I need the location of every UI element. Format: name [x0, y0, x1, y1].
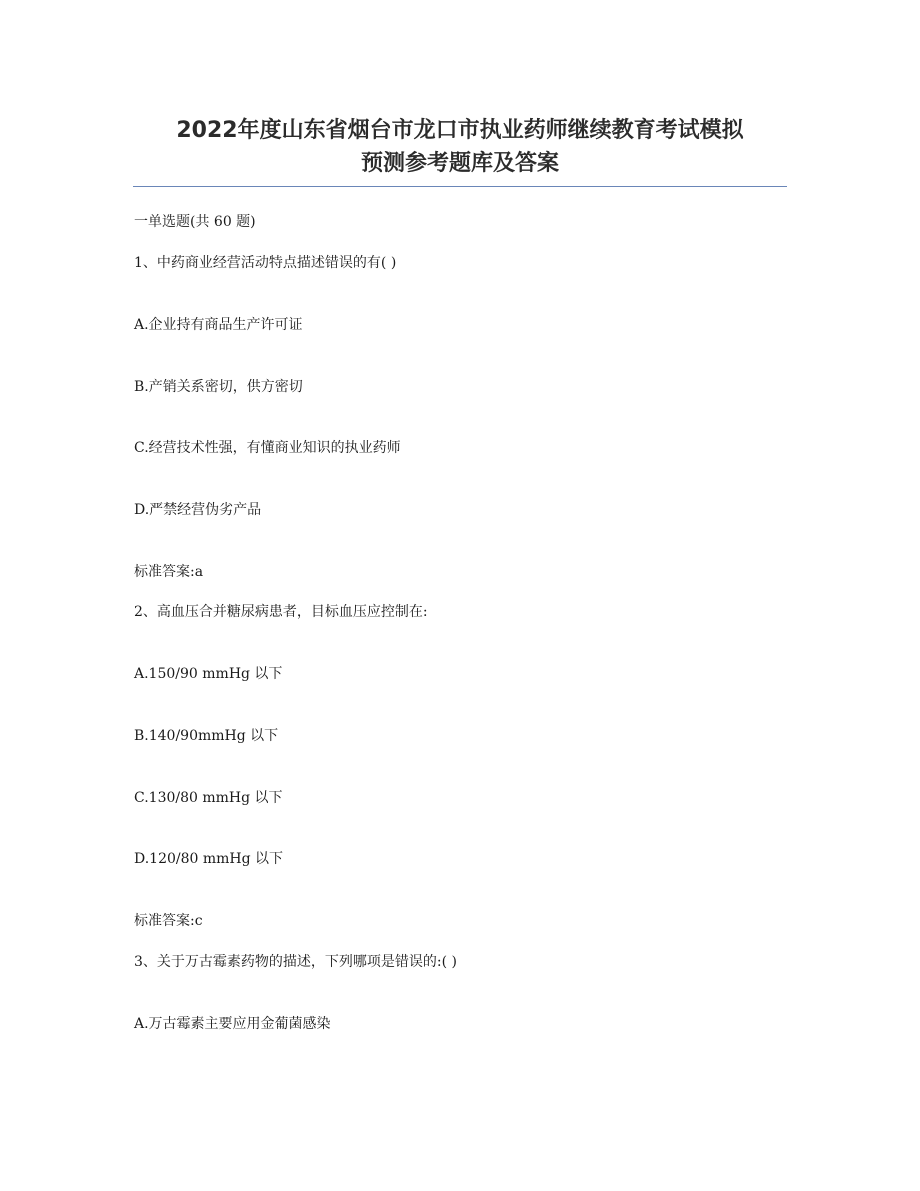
- question-2-option-b: B.140/90mmHg 以下: [134, 728, 279, 744]
- question-1-stem: 1、中药商业经营活动特点描述错误的有( ): [134, 255, 397, 271]
- title-line-2: 预测参考题库及答案: [360, 151, 559, 176]
- question-1-answer: 标准答案:a: [134, 564, 204, 580]
- question-3-option-a: A.万古霉素主要应用金葡菌感染: [134, 1016, 331, 1032]
- question-2-option-a: A.150/90 mmHg 以下: [134, 666, 283, 682]
- question-2-stem: 2、高血压合并糖尿病患者，目标血压应控制在:: [134, 604, 428, 620]
- section-heading: 一单选题(共 60 题): [134, 214, 256, 230]
- question-2-option-d: D.120/80 mmHg 以下: [134, 851, 284, 867]
- title-divider: [133, 186, 787, 187]
- title-line-1: 2022年度山东省烟台市龙口市执业药师继续教育考试模拟: [176, 118, 744, 143]
- question-3-stem: 3、关于万古霉素药物的描述，下列哪项是错误的:( ): [134, 954, 457, 970]
- question-1-option-d: D.严禁经营伪劣产品: [134, 502, 262, 518]
- question-2-answer: 标准答案:c: [134, 913, 203, 929]
- page-title: [120, 114, 800, 180]
- question-1-option-a: A.企业持有商品生产许可证: [134, 317, 303, 333]
- question-1-option-c: C.经营技术性强，有懂商业知识的执业药师: [134, 440, 401, 456]
- question-2-option-c: C.130/80 mmHg 以下: [134, 790, 283, 806]
- question-1-option-b: B.产销关系密切，供方密切: [134, 379, 303, 395]
